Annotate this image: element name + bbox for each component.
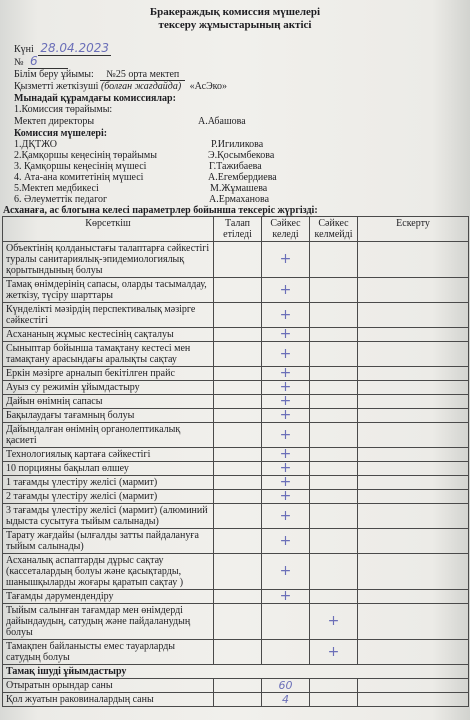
chair-role: Мектеп директоры [14,116,95,127]
row-required-cell [214,462,262,476]
row-nomatch-mark [310,423,358,448]
row-required-cell [214,367,262,381]
row-note-cell [358,423,469,448]
chair-heading: 1.Комиссия төрайымы: [14,104,113,115]
row-match-mark: + [262,409,310,423]
row-match-mark: + [262,462,310,476]
check-heading: Асханаға, ас блогына келесі параметрлер бойынша тексеріс жүргізді: [3,205,318,216]
header-required: Талап етіледі [214,217,262,242]
org-value: №25 орта мектеп [100,69,185,81]
row-indicator: Тыйым салынған тағамдар мен өнімдерді дайындаудың, сатудың және пайдаланудың болуы [3,604,214,640]
member-name: Г.Тажибаева [209,161,262,172]
row-note-cell [358,529,469,554]
row-nomatch-mark [310,590,358,604]
table-row [3,242,469,278]
number-line [14,55,68,69]
row-nomatch-mark [310,303,358,328]
row-indicator: Тағамды дәрумендендіру [3,590,214,604]
row-nomatch-mark [310,554,358,590]
document-title-line2: тексеру жұмыстарының актісі [158,19,312,31]
table-row [3,278,469,303]
section-title: Тамақ ішуді ұйымдастыру [3,665,469,679]
row-nomatch-mark [310,490,358,504]
member-name: А.Егембердиева [208,172,277,183]
row-indicator: 10 порцияны бақылап өлшеу [3,462,214,476]
row-nomatch-mark [310,328,358,342]
table-row [3,423,469,448]
row-note-cell [358,303,469,328]
table-row [3,448,469,462]
row-nomatch-mark [310,395,358,409]
table-header-row [3,217,469,242]
section-row [3,665,469,679]
row-nomatch-mark [310,342,358,367]
row-required-cell [214,395,262,409]
row-required-cell [214,504,262,529]
member-role: 4. Ата-ана комитетінің мүшесі [14,172,144,183]
row-note-cell [358,328,469,342]
member-role: 2.Қамқоршы кеңесінің төрайымы [14,150,157,161]
row-indicator: Бақылаудағы тағамның болуы [3,409,214,423]
chair-name: А.Абашова [198,116,246,127]
row-note-cell [358,381,469,395]
row-nomatch-mark [310,462,358,476]
row-note-cell [358,679,469,693]
row-match-mark: + [262,590,310,604]
row-nomatch-cell [310,679,358,693]
table-row [3,409,469,423]
row-indicator: 3 тағамды үлестіру желісі (мармит) (алюминий ыдыста сусытуға тыйым салынады) [3,504,214,529]
row-indicator: 1 тағамды үлестіру желісі (мармит) [3,476,214,490]
row-note-cell [358,448,469,462]
member-role: 3. Қамқоршы кеңесінің мүшесі [14,161,147,172]
member-role: 5.Мектеп медбикесі [14,183,99,194]
row-indicator: Тамақпен байланысты емес тауарларды сатудың болуы [3,640,214,665]
org-label: Білім беру ұйымы: [14,69,94,80]
row-required-cell [214,604,262,640]
table-row [3,554,469,590]
row-nomatch-mark [310,367,358,381]
member-role: 1.ДҚТЖО [14,139,58,150]
header-nomatch: Сәйкес келмейді [310,217,358,242]
supplier-value: «АсЭко» [189,81,228,92]
row-match-mark: + [262,395,310,409]
row-match-mark: + [262,554,310,590]
table-row [3,462,469,476]
row-note-cell [358,693,469,707]
table-row [3,504,469,529]
table-row [3,367,469,381]
row-note-cell [358,476,469,490]
row-nomatch-mark [310,529,358,554]
row-indicator: Отыратын орындар саны [3,679,214,693]
row-match-mark: + [262,476,310,490]
header-match: Сәйкес келеді [262,217,310,242]
row-match-mark: + [262,529,310,554]
table-row [3,476,469,490]
row-nomatch-mark [310,448,358,462]
row-indicator: Асханалық аспаптарды дұрыс сақтау (кассеталардың болуы және қасықтарды, шанышқыларды жоғары қаратып сақтау ) [3,554,214,590]
row-indicator: Технологиялық картаға сәйкестігі [3,448,214,462]
row-required-cell [214,448,262,462]
row-note-cell [358,409,469,423]
header-indicator: Көрсеткіш [3,217,214,242]
number-value: 6 [28,54,68,69]
row-match-mark: + [262,381,310,395]
table-row [3,693,469,707]
row-required-cell [214,328,262,342]
row-nomatch-mark: + [310,640,358,665]
member-name: Э.Қосымбекова [208,150,275,161]
row-required-cell [214,342,262,367]
table-row [3,604,469,640]
table-row [3,679,469,693]
table-row [3,529,469,554]
row-nomatch-mark [310,278,358,303]
row-match-mark: + [262,342,310,367]
row-required-cell [214,590,262,604]
row-note-cell [358,640,469,665]
member-name: А.Ермаханова [209,194,270,205]
row-match-mark: + [262,278,310,303]
row-note-cell [358,278,469,303]
row-indicator: Еркін мәзірге арналып бекітілген прайс [3,367,214,381]
row-required-cell [214,476,262,490]
row-match-mark: + [262,490,310,504]
row-required-cell [214,409,262,423]
org-line [14,69,185,81]
row-indicator: Объектінің қолданыстағы талаптарға сәйкестігі туралы санитариялық-эпидемиологиялық қорытындының болуы [3,242,214,278]
row-indicator: Тамақ өнімдерінің сапасы, оларды тасымалдау, жеткізу, түсіру шарттары [3,278,214,303]
member-name: Р.Игиликова [211,139,264,150]
members-heading: Комиссия мүшелері: [14,128,108,139]
table-row [3,328,469,342]
member-name: М.Жұмашева [210,183,268,194]
row-note-cell [358,554,469,590]
row-match-mark [262,640,310,665]
table-row [3,342,469,367]
row-match-mark: + [262,504,310,529]
row-note-cell [358,242,469,278]
table-row [3,590,469,604]
row-required-cell [214,423,262,448]
row-match-mark: + [262,328,310,342]
row-required-cell [214,490,262,504]
commission-heading: Мынадай құрамдағы комиссиялар: [14,93,176,104]
row-match-mark: + [262,448,310,462]
row-match-mark: + [262,303,310,328]
member-role: 6. Әлеуметтік педагог [14,194,108,205]
row-match-mark: + [262,423,310,448]
row-indicator: Сыныптар бойынша тамақтану кестесі мен тамақтану арасындағы аралықты сақтау [3,342,214,367]
number-label: № [14,57,24,68]
row-indicator: Қол жуатын раковиналардың саны [3,693,214,707]
row-nomatch-mark: + [310,604,358,640]
row-nomatch-mark [310,476,358,490]
row-required-cell [214,554,262,590]
row-indicator: Күнделікті мәзірдің перспективалық мәзірге сәйкестігі [3,303,214,328]
row-note-cell [358,395,469,409]
row-note-cell [358,590,469,604]
row-note-cell [358,604,469,640]
row-note-cell [358,504,469,529]
row-note-cell [358,462,469,476]
row-match-value: 60 [262,679,310,693]
date-label: Күні [14,44,34,55]
row-required-cell [214,303,262,328]
row-indicator: Дайын өнімнің сапасы [3,395,214,409]
row-note-cell [358,367,469,381]
row-indicator: Асхананың жұмыс кестесінің сақталуы [3,328,214,342]
row-indicator: Ауыз су режимін ұйымдастыру [3,381,214,395]
supplier-label: Қызметті жеткізуші [14,81,99,92]
table-row [3,395,469,409]
supplier-line [14,81,227,93]
header-note: Ескерту [358,217,469,242]
row-required-cell [214,640,262,665]
table-row [3,490,469,504]
document-title-line1: Бракераждық комиссия мүшелері [149,6,321,18]
row-indicator: Тарату жағдайы (ылғалды затты пайдалануға тыйым салынады) [3,529,214,554]
row-nomatch-cell [310,693,358,707]
row-nomatch-mark [310,409,358,423]
row-required-cell [214,381,262,395]
table-row [3,303,469,328]
table-row [3,381,469,395]
supplier-note: (болған жағдайда) [100,81,182,92]
row-indicator: Дайындалған өнімнің органолептикалық қасиеті [3,423,214,448]
row-nomatch-mark [310,242,358,278]
row-match-value: 4 [262,693,310,707]
row-required-cell [214,529,262,554]
row-nomatch-mark [310,504,358,529]
row-required-cell [214,242,262,278]
row-required-cell [214,679,262,693]
row-indicator: 2 тағамды үлестіру желісі (мармит) [3,490,214,504]
row-match-mark: + [262,242,310,278]
inspection-table [2,216,469,707]
row-note-cell [358,490,469,504]
table-row [3,640,469,665]
row-nomatch-mark [310,381,358,395]
row-match-mark: + [262,367,310,381]
row-match-mark [262,604,310,640]
date-value: 28.04.2023 [40,41,110,55]
row-note-cell [358,342,469,367]
row-required-cell [214,693,262,707]
row-required-cell [214,278,262,303]
